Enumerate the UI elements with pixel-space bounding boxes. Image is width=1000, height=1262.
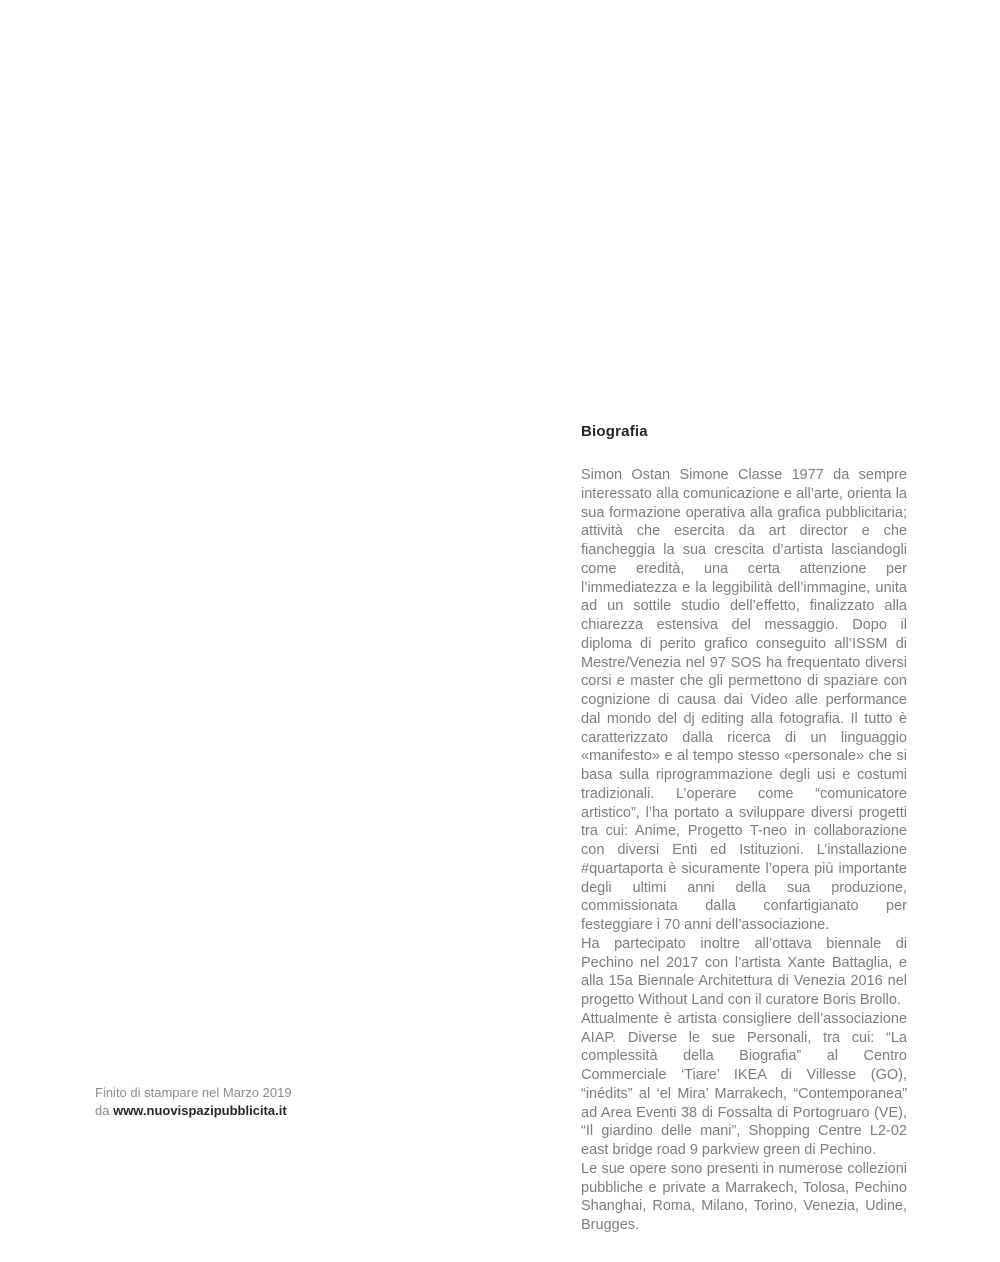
biography-paragraph-4: Le sue opere sono presenti in numerose collezioni pubbliche e private a Marrakech, Tolosa, Pechino Shanghai, Roma, Milano, Torino, Venezia, Udine, Brugges. (581, 1160, 907, 1233)
biography-paragraph-1: Simon Ostan Simone Classe 1977 da sempre interessato alla comunicazione e all’arte, orienta la sua formazione operativa alla grafica pubblicitaria; attività che esercita da art director e che fiancheggia la sua crescita d’artista lasciandogli come eredità, una certa attenzione per l’immediatezza e la leggibilità dell’immagine, unita ad un sottile studio dell’effetto, finalizzato alla chiarezza estensiva del messaggio. Dopo il diploma di perito grafico conseguito all’ISSM di Mestre/Venezia nel 97 SOS ha frequentato diversi corsi e master che gli permettono di spaziare con cognizione di causa dai Video alle performance dal mondo del dj editing alla fotografia. Il tutto è caratterizzato dalla ricerca di un linguaggio «manifesto» e al tempo stesso «personale» che si basa sulla riprogrammazione degli usi e costumi tradizionali. L’operare come “comunicatore artistico”, l’ha portato a sviluppare diversi progetti tra cui: Anime, Progetto T-neo in collaborazione con diversi Enti ed Istituzioni. L’installazione #quartaporta è sicuramente l’opera più importante degli ultimi anni della sua produzione, commissionata dalla confartigianato per festeggiare i 70 anni dell’associazione. (581, 467, 907, 933)
colophon-publisher-prefix: da (95, 1103, 114, 1118)
colophon-publisher-line (95, 1102, 292, 1120)
biography-paragraph-3: Attualmente è artista consigliere dell’associazione AIAP. Diverse le sue Personali, tra cui: “La complessità della Biografia” al Centro Commerciale ‘Tiare’ IKEA di Villesse (GO), “inédits” al ‘el Mira’ Marrakech, “Contemporanea” ad Area Eventi 38 di Fossalta di Portogruaro (VE), “Il giardino delle mani”, Shopping Centre L2-02 east bridge road 9 parkview green di Pechino. (581, 1010, 907, 1158)
biography-heading: Biografia (581, 423, 648, 440)
biography-paragraph-2: Ha partecipato inoltre all’ottava biennale di Pechino nel 2017 con l’artista Xante Battaglia, e alla 15a Biennale Architettura di Venezia 2016 nel progetto Without Land con il curatore Boris Brollo. (581, 935, 907, 1008)
colophon-print-line: Finito di stampare nel Marzo 2019 (95, 1085, 292, 1100)
biography-text-column (581, 466, 907, 1235)
colophon (95, 1084, 292, 1120)
colophon-publisher-url: www.nuovispazipubblicita.it (113, 1103, 287, 1118)
